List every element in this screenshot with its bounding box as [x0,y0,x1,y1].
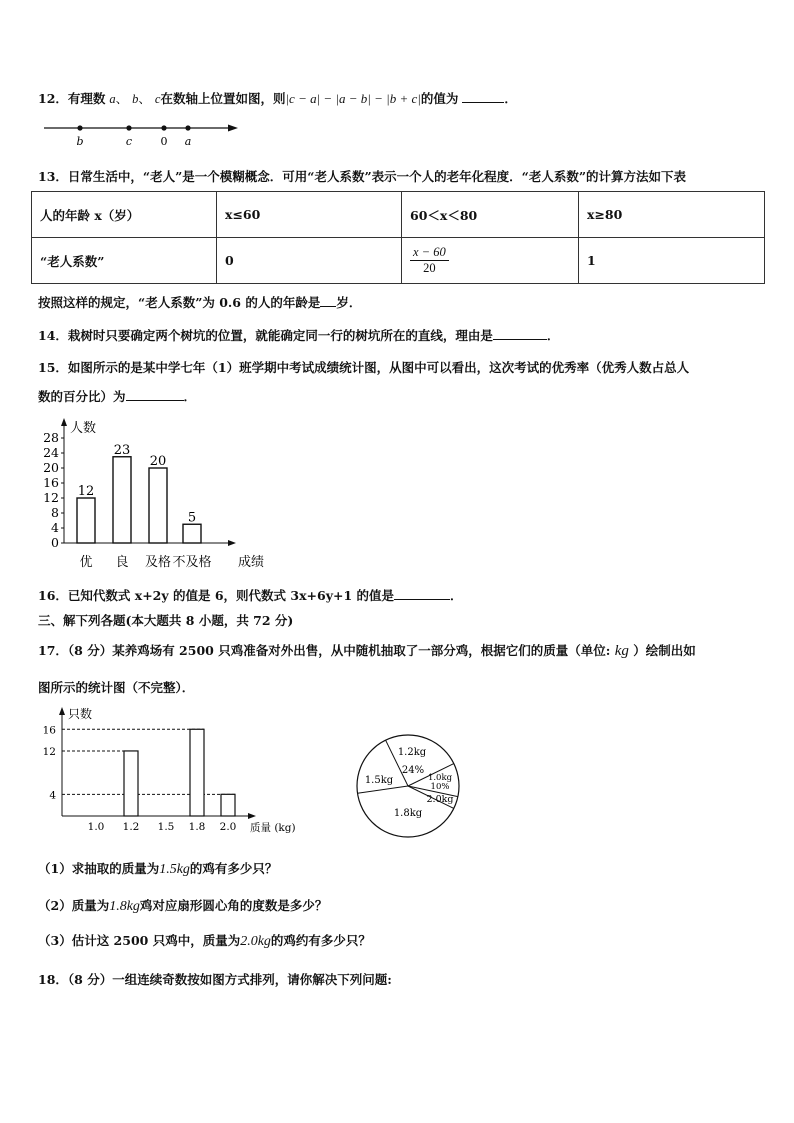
q14-number: 14． [38,328,68,343]
q14-text [38,326,559,344]
point-c [126,125,131,130]
q12-number: 12． [38,91,68,106]
grade-bar-chart [34,416,284,574]
q15-end: ． [183,389,197,404]
answer-blank[interactable] [126,388,184,401]
y-tick-label: 12 [43,490,59,505]
var-b: b [132,92,139,106]
x-category-label: 1.0 [87,821,105,833]
bar [124,751,138,816]
q17-body-1b: ）绘制出如 [633,643,696,658]
table-cell [402,238,579,284]
var-c: c [154,92,161,106]
q12-text-a: 有理数 [67,91,106,106]
sub3-a: （3）估计这 2500 只鸡中，质量为 [38,933,241,948]
sep: 、 [138,91,151,106]
number-line [40,118,245,150]
q15-body-1: 如图所示的是某中学七年（1）班学期中考试成绩统计图，从图中可以看出，这次考试的优秀率（优秀人数占总人 [67,360,690,375]
bar [113,457,131,543]
pie-label-24pct: 24% [401,765,425,776]
answer-blank[interactable] [320,294,336,307]
q17-text-1 [38,641,696,660]
label-a: a [184,135,192,148]
sep: 、 [115,91,129,106]
q17-sub-3 [38,931,371,950]
bar-value-label: 12 [77,484,95,499]
sub2-b: 鸡对应扇形圆心角的度数是多少？ [139,898,328,913]
table-cell: x≤60 [217,192,402,238]
bar-value-label: 20 [149,454,167,469]
q17-sub-2 [38,896,327,915]
x-axis-title: 质量 (kg) [250,822,296,834]
bar [190,729,204,816]
q12-text-b: 在数轴上位置如图，则 [160,91,286,106]
pie-label-1.2kg: 1.2kg [397,747,427,758]
sub2-value: 1.8kg [109,899,140,914]
q13-text [38,167,686,185]
y-tick-label: 16 [43,475,59,490]
sub3-value: 2.0kg [240,934,271,949]
bar [221,794,235,816]
y-axis-title: 人数 [70,421,97,436]
section-heading: 三、解下列各题(本大题共 8 小题，共 72 分) [38,613,294,628]
q15-number: 15． [38,360,68,375]
fraction-denominator: 20 [423,261,436,275]
pie-label-1.5kg: 1.5kg [364,775,394,786]
y-tick-label: 8 [51,505,59,520]
y-tick-label: 0 [51,535,59,550]
elder-coefficient-table [31,191,765,284]
q16-text [38,586,463,604]
q16-body: 已知代数式 x+2y 的值是 6，则代数式 3x+6y+1 的值是 [67,588,395,603]
q13-after-a: 按照这样的规定，“老人系数”为 0.6 的人的年龄是 [38,295,321,310]
q17-body-2: 图所示的统计图（不完整）． [38,680,195,695]
y-tick-label: 28 [43,430,59,445]
table-cell: 1 [579,238,765,284]
y-tick-label: 20 [43,460,59,475]
table-cell: 人的年龄 x（岁） [32,192,217,238]
table-row [32,192,765,238]
q12-text [38,89,517,107]
q17-sub-1 [38,859,277,878]
q13-number: 13． [38,169,68,184]
x-category-label: 优 [79,555,93,570]
x-category-label: 及格 [144,555,172,570]
sub1-a: （1）求抽取的质量为 [38,861,160,876]
table-row [32,238,765,284]
bar [149,468,167,543]
q17-number: 17． [38,643,68,658]
q15-text-2 [38,387,196,405]
pie-label-10pct: 10% [430,782,450,792]
bar-value-label: 23 [113,442,131,458]
q12-end: ． [504,91,517,106]
y-tick-label: 4 [51,520,59,535]
q14-end: ． [546,328,560,343]
y-tick-label: 24 [43,445,59,460]
answer-blank[interactable] [493,327,547,340]
table-cell: “老人系数” [32,238,217,284]
q12-text-c: 的值为 [420,91,459,106]
pie-label-1.0kg: 1.0kg [427,773,453,783]
y-tick-label: 4 [49,789,56,802]
q17-body-1: （8 分）某养鸡场有 2500 只鸡准备对外出售，从中随机抽取了一部分鸡，根据它们的质量（单位: [67,643,611,658]
y-axis-title: 只数 [68,707,93,721]
sub1-b: 的鸡有多少只？ [189,861,278,876]
x-category-label: 2.0 [219,821,237,833]
answer-blank[interactable] [462,90,504,103]
answer-blank[interactable] [394,587,450,600]
label-b: b [76,135,84,148]
x-category-label: 1.8 [188,821,206,833]
sub2-a: （2）质量为 [38,898,110,913]
label-0: 0 [160,135,168,148]
x-category-label: 良 [115,555,129,570]
unit-kg: kg [614,643,629,659]
q16-number: 16． [38,588,68,603]
pie-label-2.0kg: 2.0kg [426,794,454,805]
point-a [185,125,190,130]
q12-expression: |c − a| − |a − b| − |b + c| [285,91,421,106]
x-category-label: 1.5 [157,821,175,833]
var-a: a [109,92,116,106]
bar [77,498,95,543]
table-cell: x≥80 [579,192,765,238]
fraction-numerator: x − 60 [410,245,449,261]
x-axis-title: 成绩 [238,555,265,570]
point-0 [161,125,166,130]
q13-after [38,293,361,311]
table-cell: 0 [217,238,402,284]
q18-body: （8 分）一组连续奇数按如图方式排列，请你解决下列问题: [67,972,392,987]
q15-body-2: 数的百分比）为 [38,389,126,404]
sub1-value: 1.5kg [159,862,190,877]
x-category-label: 1.2 [122,821,140,833]
fraction [410,245,449,276]
q13-body: 日常生活中，“老人”是一个模糊概念．可用“老人系数”表示一个人的老年化程度．“老人系数”的计算方法如下表 [67,169,687,184]
sub3-b: 的鸡约有多少只？ [270,933,371,948]
chicken-mass-bar-chart [38,703,308,839]
x-category-label: 不及格 [172,555,212,570]
bar [183,524,201,543]
q18-text [38,970,392,988]
chicken-mass-pie-chart [352,730,464,842]
table-cell: 60＜x＜80 [402,192,579,238]
q18-number: 18． [38,972,68,987]
q17-text-2 [38,678,194,696]
y-tick-label: 16 [42,724,56,737]
q16-end: ． [450,588,463,603]
y-tick-label: 12 [42,745,56,758]
q13-after-b: 岁． [336,295,362,310]
q15-text-1 [38,358,689,376]
bar-value-label: 5 [187,510,197,526]
point-b [77,125,82,130]
q14-body: 栽树时只要确定两个树坑的位置，就能确定同一行的树坑所在的直线，理由是 [67,328,493,343]
label-c: c [125,135,133,148]
pie-label-1.8kg: 1.8kg [393,808,423,819]
